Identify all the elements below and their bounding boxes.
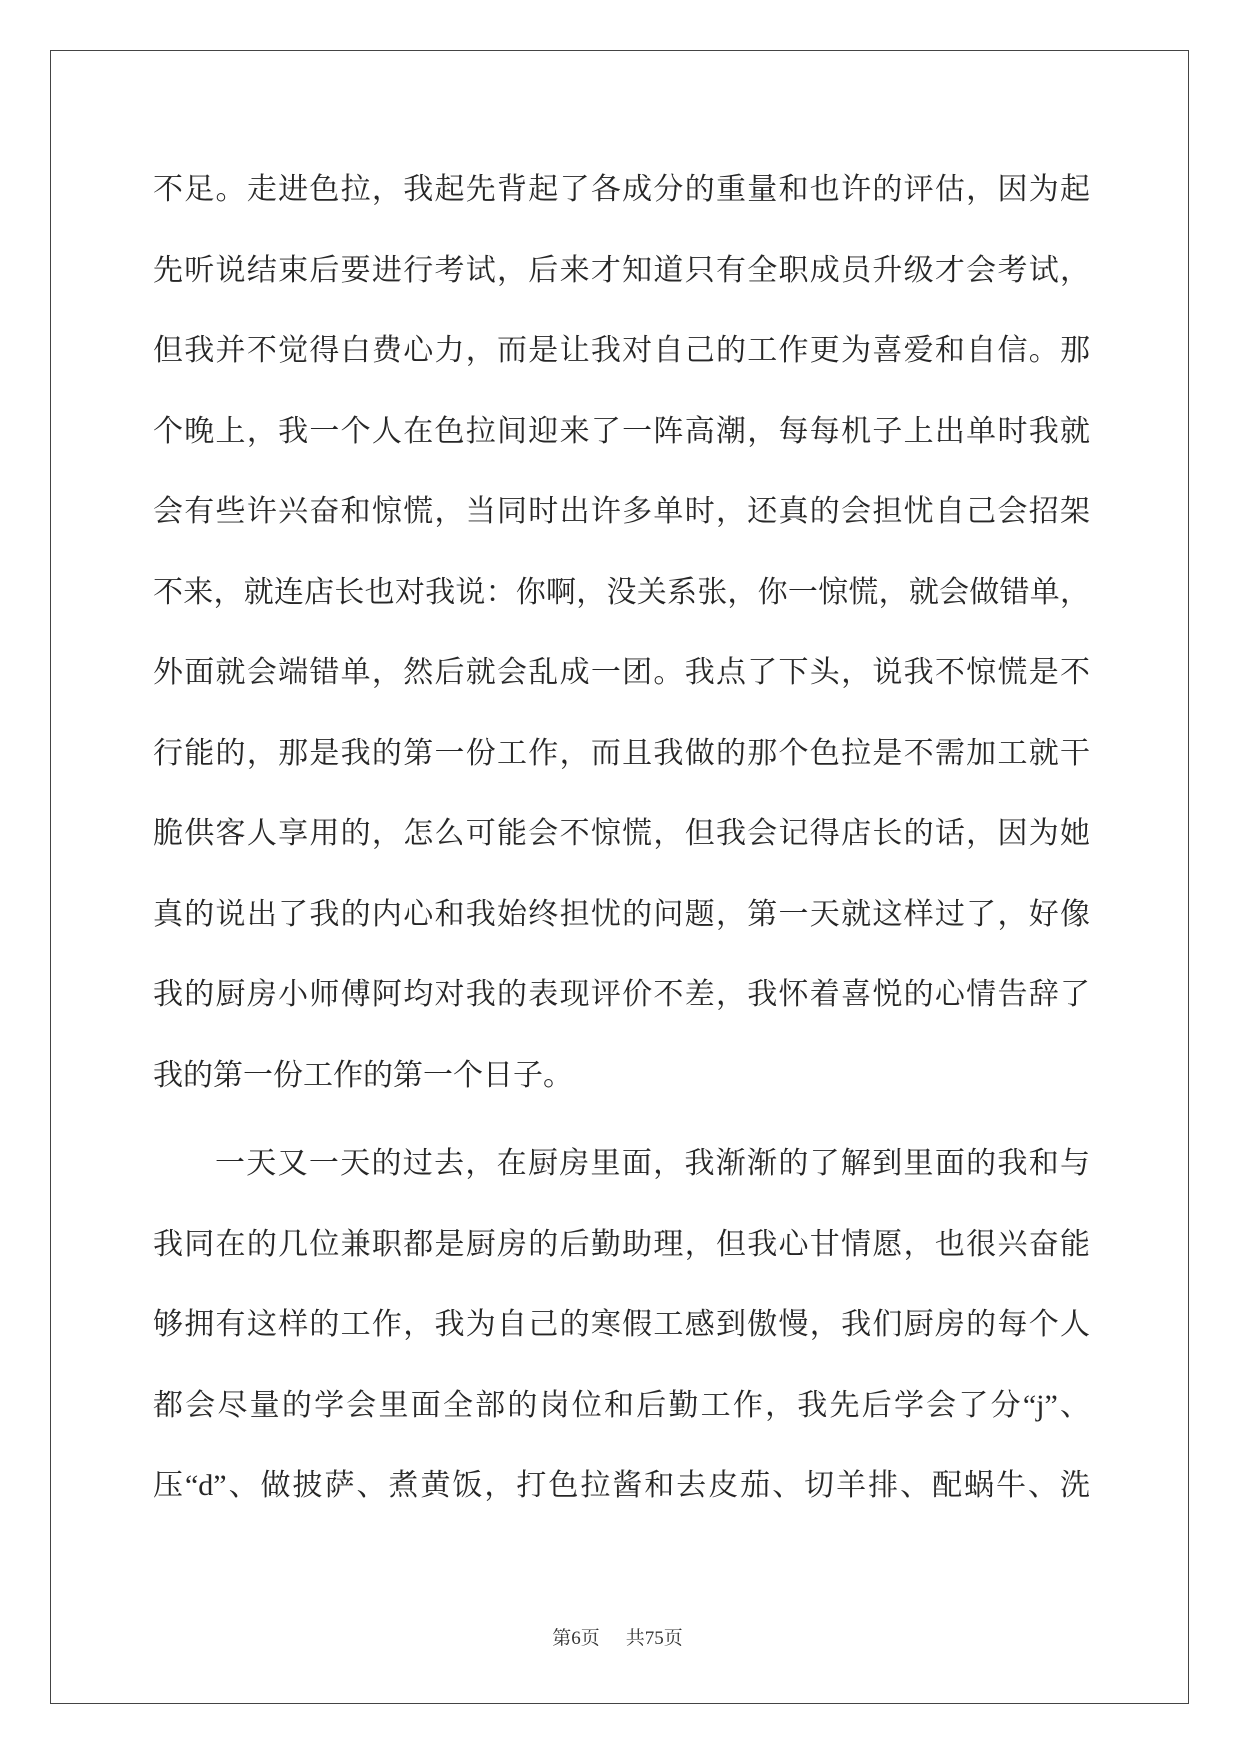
page-footer xyxy=(0,1626,1235,1652)
text-line: 个晚上，我一个人在色拉间迎来了一阵高潮，每每机子上出单时我就 xyxy=(153,414,1090,448)
text-line: 不来，就连店长也对我说：你啊，没关系张，你一惊慌，就会做错单， xyxy=(153,575,1090,609)
paragraph-1 xyxy=(153,150,1090,1116)
page-total: 共75页 xyxy=(625,1628,683,1649)
text-line: 但我并不觉得白费心力，而是让我对自己的工作更为喜爱和自信。那 xyxy=(153,334,1090,367)
text-line: 我的第一份工作的第一个日子。 xyxy=(153,1058,573,1092)
text-line: 都会尽量的学会里面全部的岗位和后勤工作，我先后学会了分“j”、 xyxy=(153,1388,1090,1422)
text-line: 真的说出了我的内心和我始终担忧的问题，第一天就这样过了，好像 xyxy=(153,897,1090,931)
text-line: 外面就会端错单，然后就会乱成一团。我点了下头，说我不惊慌是不 xyxy=(153,656,1090,689)
text-line: 先听说结束后要进行考试，后来才知道只有全职成员升级才会考试， xyxy=(153,253,1090,287)
text-line: 压“d”、做披萨、煮黄饭，打色拉酱和去皮茄、切羊排、配蜗牛、洗 xyxy=(153,1469,1090,1502)
document-body xyxy=(153,150,1090,1527)
text-line: 不足。走进色拉，我起先背起了各成分的重量和也许的评估，因为起 xyxy=(153,173,1090,206)
paragraph-2 xyxy=(153,1124,1090,1527)
text-line: 一天又一天的过去，在厨房里面，我渐渐的了解到里面的我和与 xyxy=(215,1147,1090,1180)
text-line: 我同在的几位兼职都是厨房的后勤助理，但我心甘情愿，也很兴奋能 xyxy=(153,1227,1090,1261)
page-number: 第6页 xyxy=(552,1628,600,1649)
text-line: 我的厨房小师傅阿均对我的表现评价不差，我怀着喜悦的心情告辞了 xyxy=(153,978,1090,1011)
text-line: 行能的，那是我的第一份工作，而且我做的那个色拉是不需加工就干 xyxy=(153,736,1090,770)
text-line: 够拥有这样的工作，我为自己的寒假工感到傲慢，我们厨房的每个人 xyxy=(153,1308,1090,1341)
text-line: 会有些许兴奋和惊慌，当同时出许多单时，还真的会担忧自己会招架 xyxy=(153,495,1090,528)
text-line: 脆供客人享用的，怎么可能会不惊慌，但我会记得店长的话，因为她 xyxy=(153,817,1090,850)
